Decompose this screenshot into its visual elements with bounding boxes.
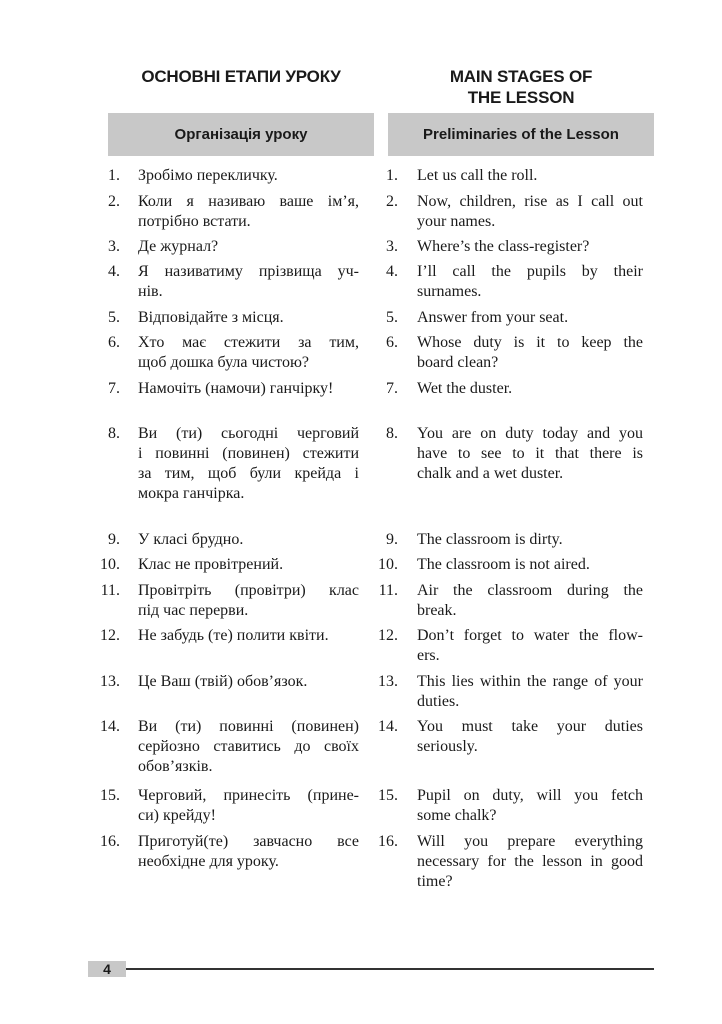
phrase-line: щоб дошка була чистою? [138, 354, 310, 371]
phrase-line: Don’t forget to water the flow- [417, 627, 643, 644]
phrase-row [0, 626, 722, 664]
phrase-line: I’ll call the pupils by their [417, 263, 643, 280]
phrase-line: Will you prepare everything [417, 833, 643, 850]
row-number-english: 6. [386, 334, 398, 351]
row-number-ukrainian: 3. [108, 238, 120, 255]
phrase-english [417, 424, 643, 484]
phrase-line: This lies within the range of your [417, 673, 643, 690]
phrase-ukrainian [138, 333, 359, 373]
phrase-line: Зробімо перекличку. [138, 167, 278, 184]
phrase-line: Черговий, принесіть (прине- [138, 787, 359, 804]
phrase-line: си) крейду! [138, 807, 216, 824]
phrase-line: Приготуй(те) завчасно все [138, 833, 359, 850]
phrase-ukrainian [138, 786, 359, 826]
phrase-ukrainian [138, 581, 359, 621]
row-number-english: 15. [378, 787, 398, 804]
phrase-english [417, 717, 643, 757]
section-band-ukrainian [108, 113, 374, 156]
phrase-line: time? [417, 873, 453, 890]
phrase-line: Whose duty is it to keep the [417, 334, 643, 351]
row-number-ukrainian: 8. [108, 425, 120, 442]
phrase-line: потрібно встати. [138, 213, 251, 230]
phrase-line: Air the classroom during the [417, 582, 643, 599]
phrase-ukrainian [138, 717, 359, 777]
phrase-row [0, 530, 722, 548]
row-number-ukrainian: 14. [100, 718, 120, 735]
phrase-line: Де журнал? [138, 238, 219, 255]
phrase-line: seriously. [417, 738, 478, 755]
section-band-english [388, 113, 654, 156]
phrase-row [0, 333, 722, 371]
phrase-line: chalk and a wet duster. [417, 465, 564, 482]
phrase-row [0, 379, 722, 397]
phrase-line: Не забудь (те) полити квіти. [138, 627, 329, 644]
phrase-ukrainian [138, 832, 359, 872]
phrase-line: Намочіть (намочи) ганчірку! [138, 380, 334, 397]
phrase-english [417, 555, 643, 575]
phrase-english [417, 626, 643, 666]
row-number-english: 3. [386, 238, 398, 255]
phrase-line: Now, children, rise as I call out [417, 193, 643, 210]
phrase-line: duties. [417, 693, 460, 710]
phrase-row [0, 555, 722, 573]
row-number-ukrainian: 13. [100, 673, 120, 690]
phrase-english [417, 166, 643, 186]
phrase-line: necessary for the lesson in good [417, 853, 643, 870]
phrase-line: your names. [417, 213, 496, 230]
phrase-row [0, 262, 722, 300]
phrase-line: Це Ваш (твій) обов’язок. [138, 673, 308, 690]
row-number-ukrainian: 6. [108, 334, 120, 351]
phrase-line: some chalk? [417, 807, 497, 824]
row-number-english: 4. [386, 263, 398, 280]
phrase-line: The classroom is not aired. [417, 556, 590, 573]
phrase-row [0, 786, 722, 824]
page-number: 4 [88, 961, 126, 977]
phrase-row [0, 717, 722, 775]
phrase-line: Let us call the roll. [417, 167, 538, 184]
phrase-ukrainian [138, 192, 359, 232]
footer-rule [126, 968, 654, 970]
phrase-ukrainian [138, 379, 359, 399]
phrase-english [417, 581, 643, 621]
phrase-ukrainian [138, 237, 359, 257]
phrase-english [417, 379, 643, 399]
phrase-line: You must take your duties [417, 718, 643, 735]
phrase-line: You are on duty today and you [417, 425, 643, 442]
phrase-line: і повинні (повинен) стежити [138, 445, 359, 462]
phrase-line: Answer from your seat. [417, 309, 569, 326]
phrase-line: Where’s the class-register? [417, 238, 590, 255]
row-number-english: 2. [386, 193, 398, 210]
row-number-english: 5. [386, 309, 398, 326]
phrase-line: Провітріть (провітри) клас [138, 582, 359, 599]
row-number-english: 7. [386, 380, 398, 397]
phrase-english [417, 192, 643, 232]
row-number-english: 11. [378, 582, 398, 599]
phrase-row [0, 672, 722, 710]
row-number-english: 10. [378, 556, 398, 573]
phrase-line: Клас не провітрений. [138, 556, 284, 573]
phrase-line: У класі брудно. [138, 531, 244, 548]
row-number-ukrainian: 1. [108, 167, 120, 184]
row-number-english: 12. [378, 627, 398, 644]
row-number-ukrainian: 2. [108, 193, 120, 210]
phrase-english [417, 333, 643, 373]
phrase-english [417, 237, 643, 257]
phrase-row [0, 166, 722, 184]
phrase-ukrainian [138, 530, 359, 550]
phrase-line: Ви (ти) сьогодні черговий [138, 425, 359, 442]
row-number-english: 13. [378, 673, 398, 690]
row-number-ukrainian: 5. [108, 309, 120, 326]
row-number-english: 8. [386, 425, 398, 442]
phrase-ukrainian [138, 166, 359, 186]
phrase-ukrainian [138, 424, 359, 504]
phrase-line: мокра ганчірка. [138, 485, 245, 502]
phrase-row [0, 237, 722, 255]
phrase-ukrainian [138, 672, 359, 692]
section-title-ukrainian: Організація уроку [174, 126, 308, 143]
row-number-ukrainian: 11. [100, 582, 120, 599]
phrase-english [417, 530, 643, 550]
row-number-english: 9. [386, 531, 398, 548]
phrase-line: необхідне для уроку. [138, 853, 279, 870]
phrase-line: Pupil on duty, will you fetch [417, 787, 643, 804]
phrase-line: surnames. [417, 283, 482, 300]
phrase-row [0, 308, 722, 326]
row-number-ukrainian: 10. [100, 556, 120, 573]
heading-ukrainian: ОСНОВНІ ЕТАПИ УРОКУ [141, 67, 341, 86]
row-number-ukrainian: 9. [108, 531, 120, 548]
phrase-ukrainian [138, 626, 359, 646]
row-number-ukrainian: 12. [100, 627, 120, 644]
phrase-english [417, 262, 643, 302]
phrase-line: Ви (ти) повинні (повинен) [138, 718, 359, 735]
phrase-row [0, 581, 722, 619]
row-number-english: 16. [378, 833, 398, 850]
row-number-ukrainian: 7. [108, 380, 120, 397]
phrase-line: під час перерви. [138, 602, 249, 619]
row-number-ukrainian: 4. [108, 263, 120, 280]
phrase-english [417, 672, 643, 712]
row-number-ukrainian: 16. [100, 833, 120, 850]
phrase-ukrainian [138, 308, 359, 328]
phrase-line: серйозно ставитись до своїх [138, 738, 359, 755]
phrase-line: ers. [417, 647, 440, 664]
section-title-english: Preliminaries of the Lesson [423, 126, 619, 143]
phrase-line: Я називатиму прізвища уч- [138, 263, 359, 280]
phrase-row [0, 192, 722, 230]
phrase-line: board clean? [417, 354, 499, 371]
phrase-line: The classroom is dirty. [417, 531, 563, 548]
row-number-ukrainian: 15. [100, 787, 120, 804]
phrase-line: break. [417, 602, 457, 619]
phrase-line: за тим, щоб були крейда і [138, 465, 359, 482]
phrase-ukrainian [138, 555, 359, 575]
phrase-line: have to see to it that there is [417, 445, 643, 462]
phrase-english [417, 308, 643, 328]
heading-english: MAIN STAGES OF THE LESSON [449, 67, 593, 107]
phrase-english [417, 786, 643, 826]
phrase-line: Wet the duster. [417, 380, 513, 397]
phrase-line: нів. [138, 283, 163, 300]
phrase-line: обов’язків. [138, 758, 213, 775]
phrase-ukrainian [138, 262, 359, 302]
phrase-line: Коли я називаю ваше ім’я, [138, 193, 359, 210]
row-number-english: 1. [386, 167, 398, 184]
phrase-row [0, 424, 722, 502]
phrase-line: Відповідайте з місця. [138, 309, 284, 326]
phrase-english [417, 832, 643, 892]
phrase-row [0, 832, 722, 890]
phrase-line: Хто має стежити за тим, [138, 334, 359, 351]
row-number-english: 14. [378, 718, 398, 735]
